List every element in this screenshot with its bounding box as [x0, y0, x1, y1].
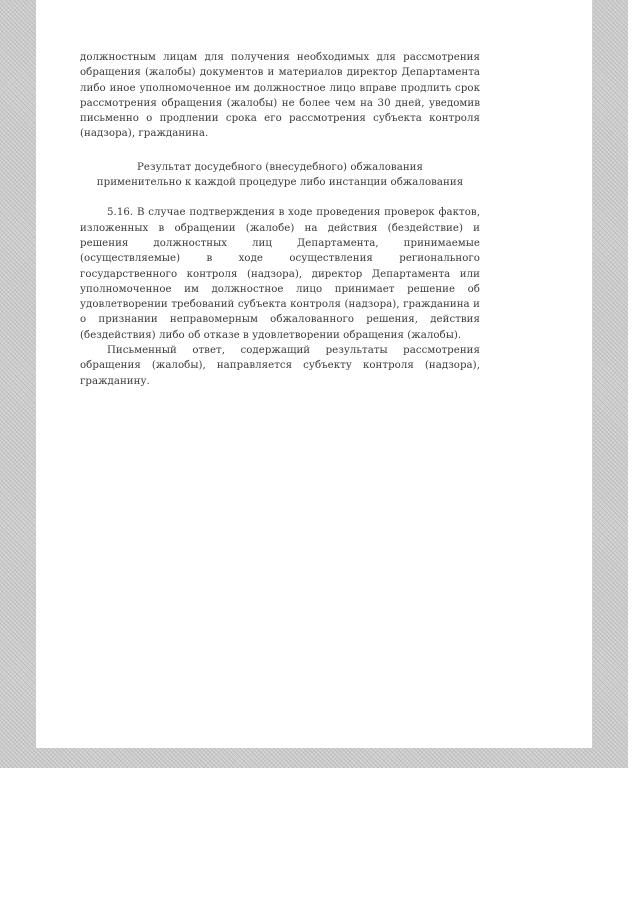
section-heading: [80, 160, 480, 191]
paragraph-written-answer: Письменный ответ, содержащий результаты рассмотрения обращения (жалобы), направляется субъекту контроля (надзора), гражданину.: [80, 345, 480, 387]
paragraph-5-16: 5.16. В случае подтверждения в ходе проведения проверок фактов, изложенных в обращении (жалобе) на действия (бездействие) и решения должностных лиц Департамента, принимаемые (осуществляемые) в ходе осуществления регионального государственного контроля (надзора), директор Департамента или уполномоченное им должностное лицо принимает решение об удовлетворении требований субъекта контроля (надзора), гражданина и о признании неправомерным обжалованного решения, действия (бездействия) либо об отказе в удовлетворении обращения (жалобы).: [80, 207, 480, 341]
document-body: [80, 50, 480, 389]
paragraph-intro: должностным лицам для получения необходимых для рассмотрения обращения (жалобы) документов и материалов директор Департамента либо иное уполномоченное им должностное лицо вправе продлить срок рассмотрения обращения (жалобы) не более чем на 30 дней, уведомив письменно о продлении срока его рассмотрения субъекта контроля (надзора), гражданина.: [80, 52, 480, 140]
section-heading-line-2: применительно к каждой процедуре либо инстанции обжалования: [96, 177, 464, 189]
section-heading-line-1: Результат досудебного (внесудебного) обжалования: [136, 161, 423, 173]
